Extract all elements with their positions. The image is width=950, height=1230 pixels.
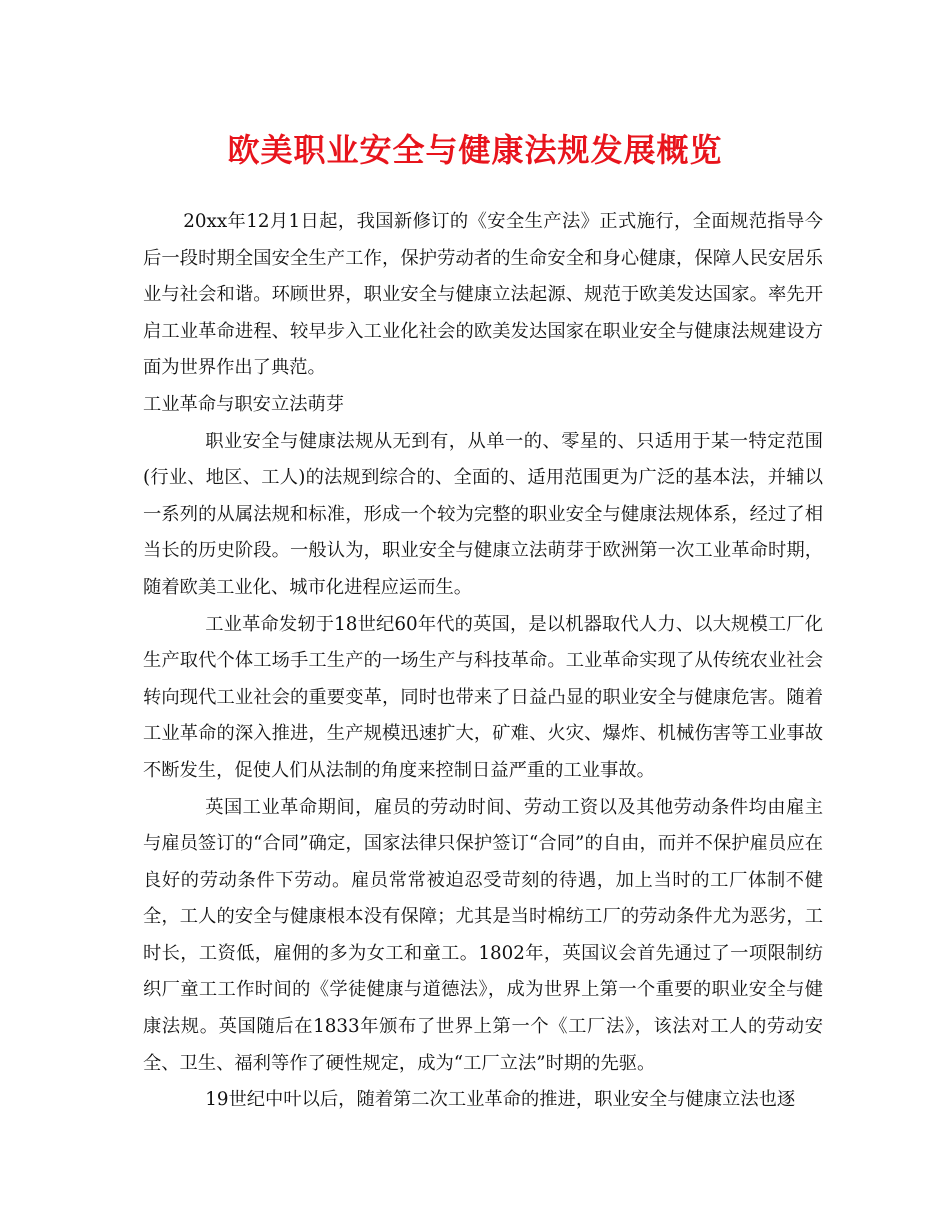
paragraph-second-revolution: 19世纪中叶以后，随着第二次工业革命的推进，职业安全与健康立法也逐 [205, 1089, 796, 1111]
paragraph-factory-acts: 英国工业革命期间，雇员的劳动时间、劳动工资以及其他劳动条件均由雇主与雇员签订的“合同”确定，国家法律只保护签订“合同”的自由，而并不保护雇员应在良好的劳动条件下劳动。雇员常常被迫忍受苛刻的待遇，加上当时的工厂体制不健全，工人的安全与健康根本没有保障；尤其是当时棉纺工厂的劳动条件尤为恶劣，工时长，工资低，雇佣的多为女工和童工。1802年，英国议会首先通过了一项限制纺织厂童工工作时间的《学徒健康与道德法》，成为世界上第一个重要的职业安全与健康法规。英国随后在1833年颁布了世界上第一个《工厂法》，该法对工人的劳动安全、卫生、福利等作了硬性规定，成为“工厂立法”时期的先驱。 [143, 796, 823, 1074]
document-body [143, 204, 823, 1119]
section-heading-industrial-revolution: 工业革命与职安立法萌芽 [143, 393, 345, 415]
paragraph-intro: 20xx年12月1日起，我国新修订的《安全生产法》正式施行，全面规范指导今后一段时期全国安全生产工作，保护劳动者的生命安全和身心健康，保障人民安居乐业与社会和谐。环顾世界，职业安全与健康立法起源、规范于欧美发达国家。率先开启工业革命进程、较早步入工业化社会的欧美发达国家在职业安全与健康法规建设方面为世界作出了典范。 [143, 211, 823, 379]
paragraph-industrial-revolution: 工业革命发轫于18世纪60年代的英国，是以机器取代人力、以大规模工厂化生产取代个体工场手工生产的一场生产与科技革命。工业革命实现了从传统农业社会转向现代工业社会的重要变革，同时也带来了日益凸显的职业安全与健康危害。随着工业革命的深入推进，生产规模迅速扩大，矿难、火灾、爆炸、机械伤害等工业事故不断发生，促使人们从法制的角度来控制日益严重的工业事故。 [143, 613, 823, 781]
document-title: 欧美职业安全与健康法规发展概览 [227, 131, 723, 169]
paragraph-origin: 职业安全与健康法规从无到有，从单一的、零星的、只适用于某一特定范围(行业、地区、工人)的法规到综合的、全面的、适用范围更为广泛的基本法，并辅以一系列的从属法规和标准，形成一个较为完整的职业安全与健康法规体系，经过了相当长的历史阶段。一般认为，职业安全与健康立法萌芽于欧洲第一次工业革命时期，随着欧美工业化、城市化进程应运而生。 [143, 430, 823, 598]
